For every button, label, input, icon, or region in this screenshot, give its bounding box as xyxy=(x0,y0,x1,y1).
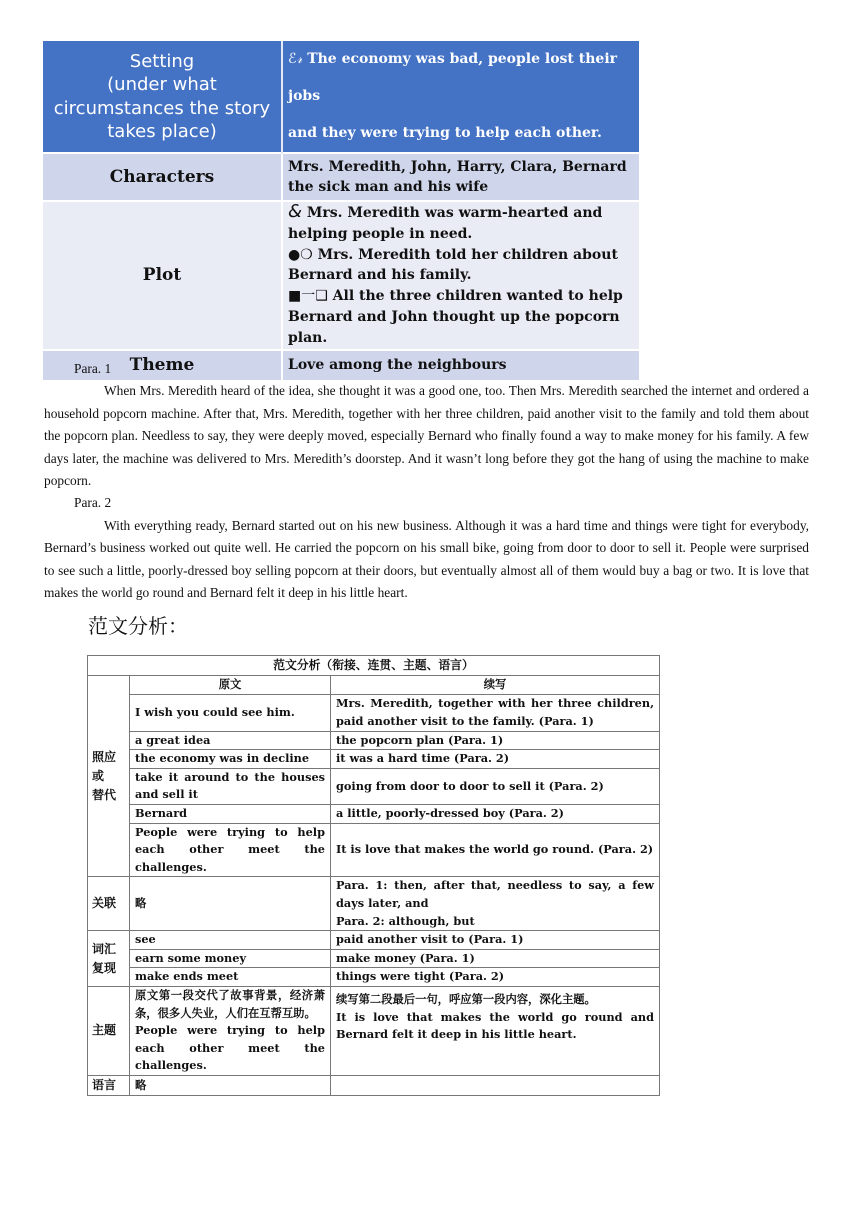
table-row: a great idea the popcorn plan (Para. 1) xyxy=(88,731,660,750)
table-row: 词汇 复现 see paid another visit to (Para. 1) xyxy=(88,931,660,950)
echo-label: 照应 或 替代 xyxy=(88,676,130,877)
plot-symbol-1: & xyxy=(288,201,303,222)
story-elements-table xyxy=(43,41,639,380)
table-row: People were trying to help each other meet the challenges. It is love that makes the world go round. (Para. 2) xyxy=(88,823,660,877)
column-header-original: 原文 xyxy=(130,676,331,695)
vocab-label: 词汇 复现 xyxy=(88,931,130,987)
setting-row xyxy=(43,41,639,153)
para-2-label: Para. 2 xyxy=(74,495,112,511)
table-row: take it around to the houses and sell it going from door to door to sell it (Para. 2) xyxy=(88,768,660,804)
model-essay xyxy=(44,358,809,604)
theme-analysis-label: 主题 xyxy=(88,986,130,1075)
theme-label: Theme xyxy=(43,350,282,380)
para-2-text: With everything ready, Bernard started out on his new business. Although it was a hard time and things were tight for everybody, Bernard’s business worked out quite well. He carried the popcorn on his small bike, going from door to door to sell it. People were surprised to see such a little, poorly-dressed boy selling popcorn at their doors, but eventually almost all of them would buy a bag or two. It is love that makes the world go round and Bernard felt it deep in his little heart. xyxy=(44,517,809,601)
table-row: make ends meet things were tight (Para. 2) xyxy=(88,968,660,987)
table-row: 语言 略 xyxy=(88,1075,660,1095)
setting-label: Setting (under what circumstances the story takes place) xyxy=(43,41,282,153)
analysis-table xyxy=(87,655,660,1096)
table-row: 主题 原文第一段交代了故事背景，经济萧条，很多人失业，人们在互帮互助。 People were trying to help each other meet the challenges. 续写第二段最后一句，呼应第一段内容，深化主题。 It is love that makes the world go round and Bernard felt it deep in his little heart. xyxy=(88,986,660,1075)
characters-value: Mrs. Meredith, John, Harry, Clara, Bernard the sick man and his wife xyxy=(282,153,639,201)
setting-symbol: ℰ𝓇 xyxy=(288,51,303,67)
plot-symbol-3: ■一❑ xyxy=(288,288,328,305)
link-label: 关联 xyxy=(88,877,130,931)
characters-row xyxy=(43,153,639,201)
table-row: earn some money make money (Para. 1) xyxy=(88,949,660,968)
plot-row xyxy=(43,201,639,350)
table-row: Bernard a little, poorly-dressed boy (Para. 2) xyxy=(88,804,660,823)
para-1-text: When Mrs. Meredith heard of the idea, she thought it was a good one, too. Then Mrs. Meredith searched the internet and ordered a household popcorn machine. After that, Mrs. Meredith, together with her three children, paid another visit to the family and told them about the popcorn plan. Needless to say, they were deeply moved, especially Bernard who finally found a way to make money for his family. A few days later, the machine was delivered to Mrs. Meredith’s doorstep. And it wasn’t long before they got the hang of using the machine to make popcorn. xyxy=(44,383,809,489)
language-label: 语言 xyxy=(88,1075,130,1095)
column-header-continuation: 续写 xyxy=(331,676,660,695)
table-row: the economy was in decline it was a hard time (Para. 2) xyxy=(88,750,660,769)
para-1-label: Para. 1 xyxy=(74,361,112,376)
table-row: 关联 略 Para. 1: then, after that, needless to say, a few days later, and Para. 2: although, but xyxy=(88,877,660,931)
theme-value: Love among the neighbours xyxy=(282,350,639,380)
setting-value: ℰ𝓇 The economy was bad, people lost their jobs and they were trying to help each other. xyxy=(282,41,639,153)
plot-label: Plot xyxy=(43,201,282,350)
characters-label: Characters xyxy=(43,153,282,201)
plot-symbol-2: ●❍ xyxy=(288,246,313,263)
analysis-table-title: 范文分析（衔接、连贯、主题、语言） xyxy=(88,656,660,676)
plot-value: & Mrs. Meredith was warm-hearted and helping people in need. ●❍ Mrs. Meredith told her children about Bernard and his family. ■一❑ All the three children wanted to help Bernard and John thought up the popcorn plan. xyxy=(282,201,639,350)
analysis-heading: 范文分析： xyxy=(88,614,188,638)
table-row: I wish you could see him. Mrs. Meredith, together with her three children, paid another visit to the family. (Para. 1) xyxy=(88,694,660,731)
